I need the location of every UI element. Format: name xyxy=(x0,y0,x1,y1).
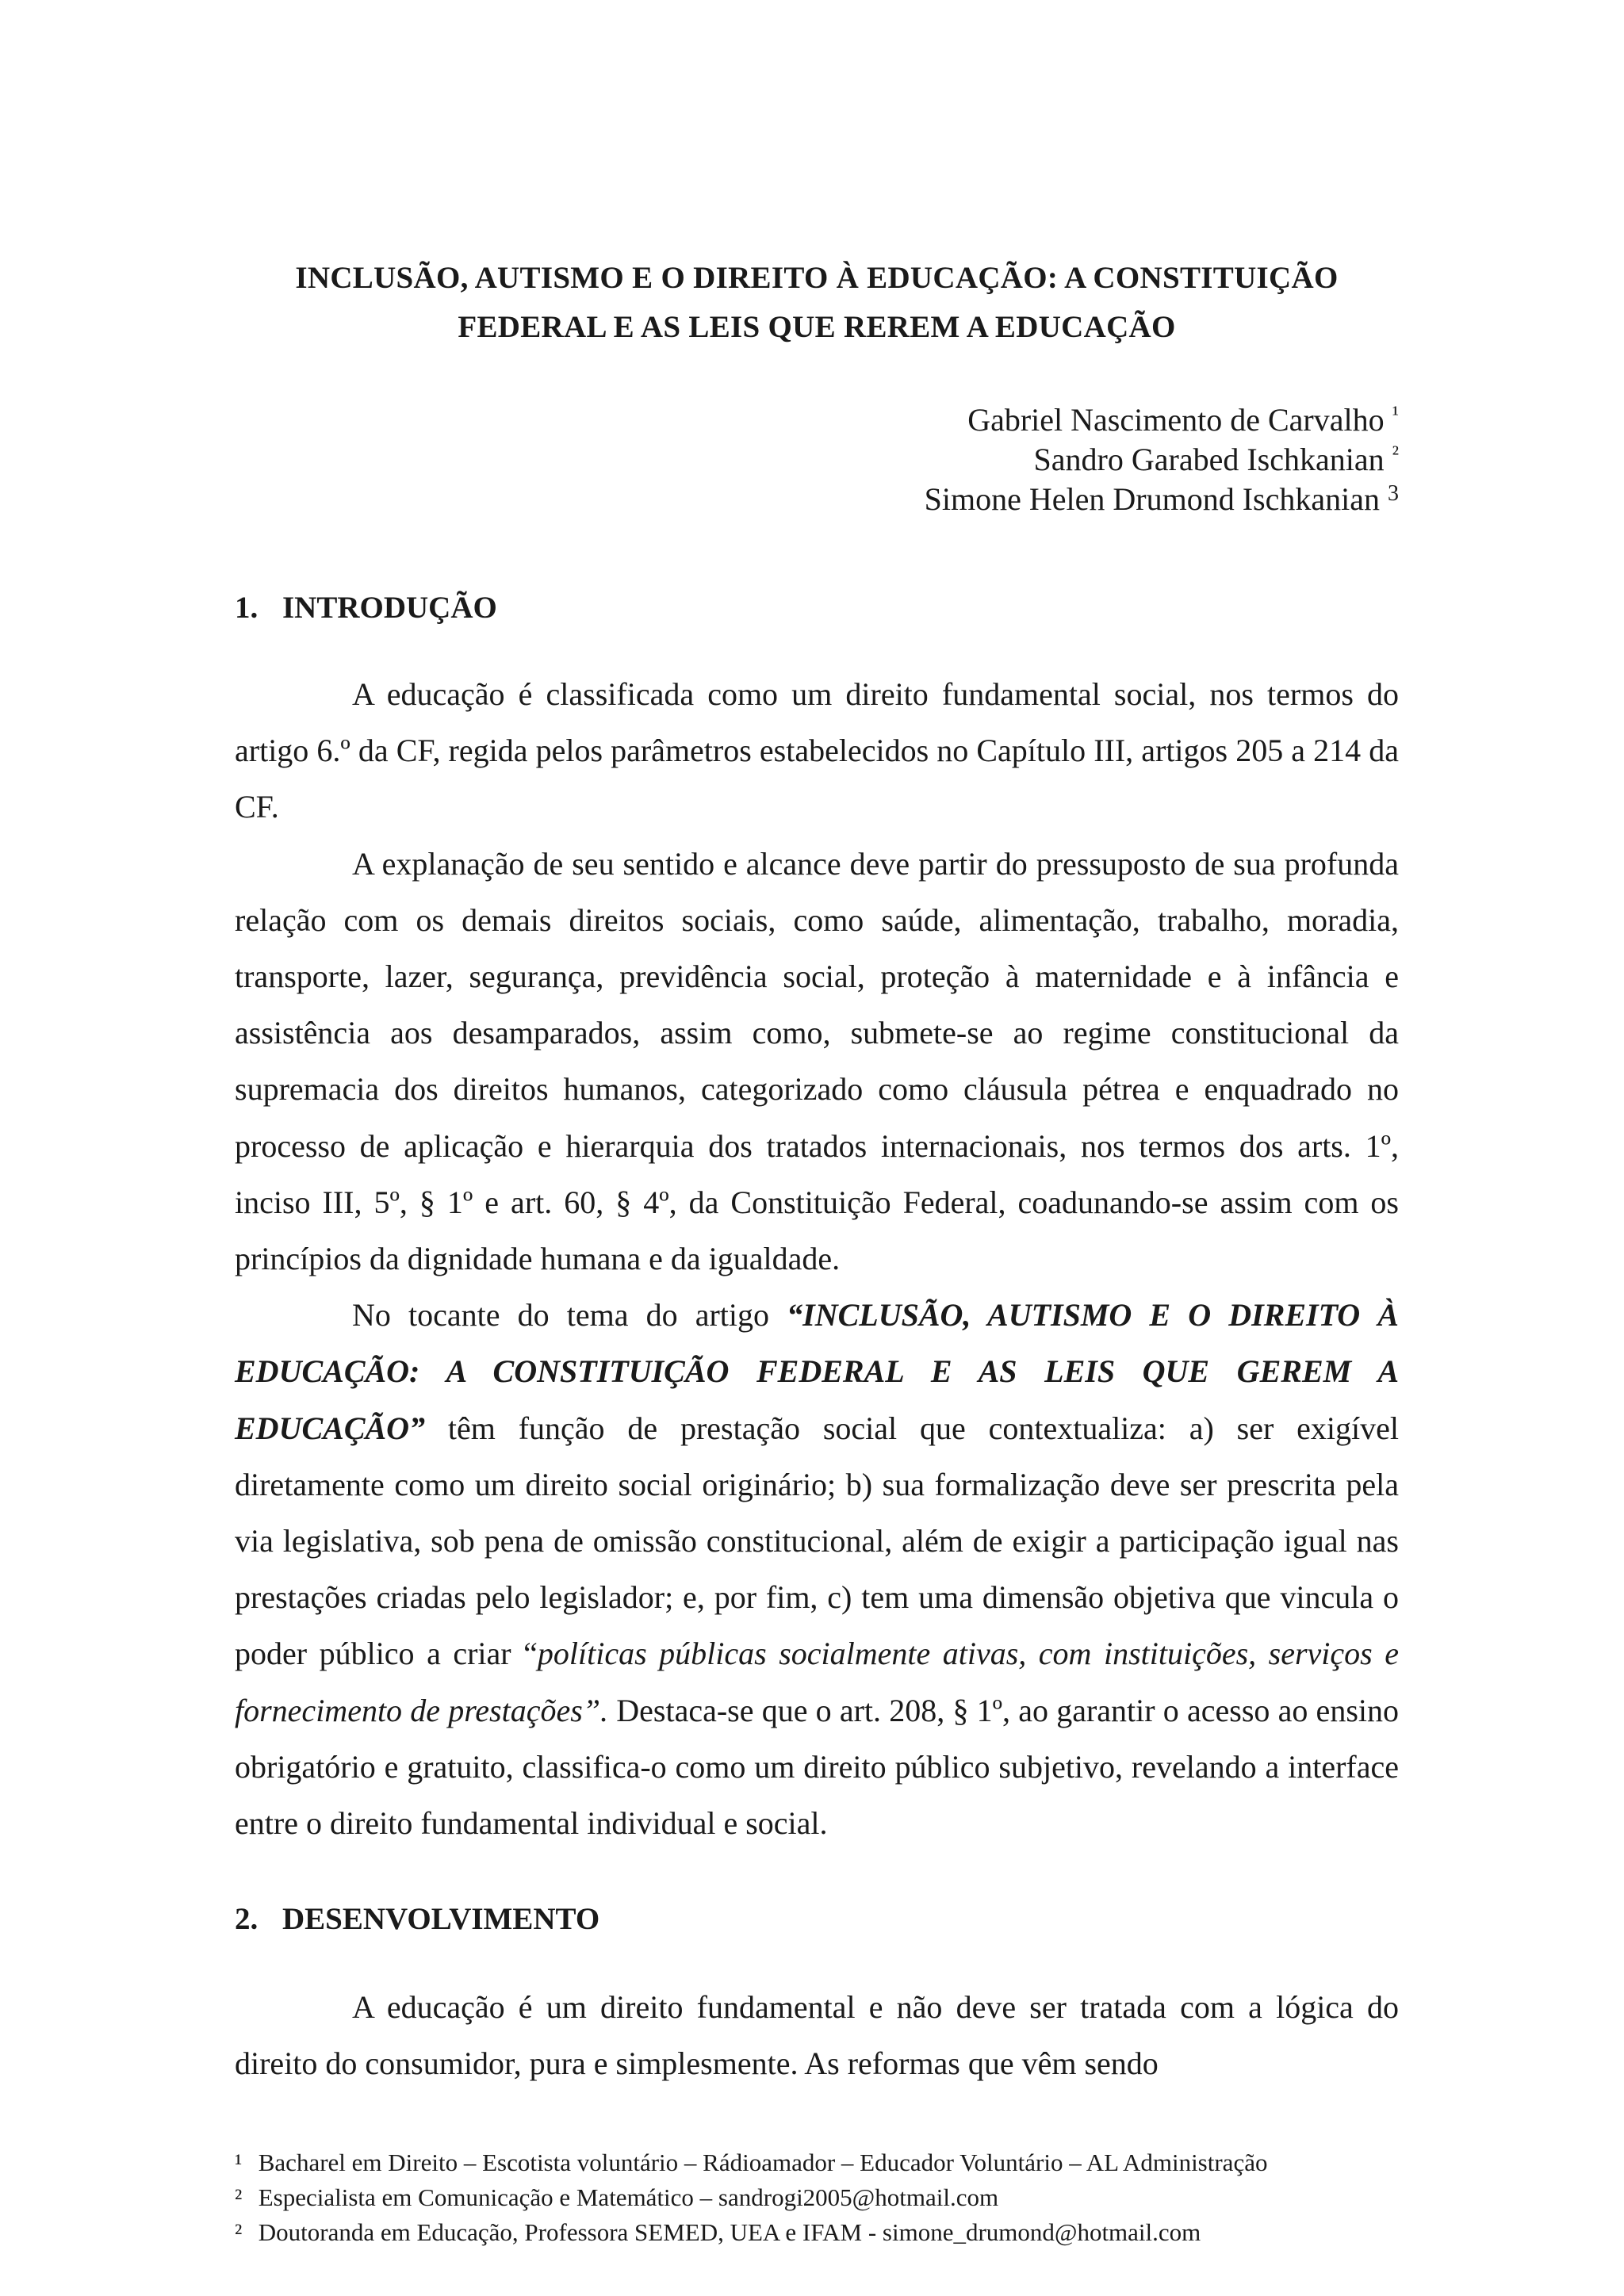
footnote-item xyxy=(235,2145,1424,2180)
footnote-text: Bacharel em Direito – Escotista voluntário – Rádioamador – Educador Voluntário – AL Administração xyxy=(258,2149,1268,2176)
paragraph-text: No tocante do tema do artigo xyxy=(352,1297,787,1334)
footnote-item xyxy=(235,2215,1424,2250)
paragraph: A educação é classificada como um direito fundamental social, nos termos do artigo 6.º da CF, regida pelos parâmetros estabelecidos no Capítulo III, artigos 205 a 214 da CF. xyxy=(235,676,1399,825)
author-footnote-mark: ² xyxy=(1392,442,1399,466)
paragraph-text: têm função de prestação social que contextualiza: a) ser exigível diretamente como um direito social originário; b) sua formalização deve ser prescrita pela via legislativa, sob pena de omissão constitucional, além de exigir a participação igual nas prestações criadas pelo legislador; e, por fim, c) tem uma dimensão objetiva que vincula o poder público a criar “ xyxy=(235,1410,1399,1672)
section-body-desenvolvimento xyxy=(235,1979,1399,2091)
paragraph xyxy=(235,836,1399,1288)
author-item xyxy=(925,440,1399,480)
footnote-mark: ¹ xyxy=(235,2149,243,2176)
section-heading-desenvolvimento xyxy=(235,1900,599,1939)
author-item xyxy=(925,480,1399,519)
paragraph xyxy=(235,1287,1399,1851)
author-name: Gabriel Nascimento de Carvalho xyxy=(967,402,1385,438)
article-title-emphasis: “INCLUSÃO, AUTISMO E O DIREITO À EDUCAÇÃO: A CONSTITUIÇÃO FEDERAL E AS LEIS QUE GEREM A EDUCAÇÃO” xyxy=(235,1297,1399,1446)
section-heading-introducao xyxy=(235,588,497,628)
section-body-introducao xyxy=(235,666,1399,1851)
title-line-1: INCLUSÃO, AUTISMO E O DIREITO À EDUCAÇÃO: A CONSTITUIÇÃO xyxy=(295,261,1339,295)
title-line-2: FEDERAL E AS LEIS QUE REREM A EDUCAÇÃO xyxy=(458,310,1176,344)
footnotes xyxy=(235,2145,1424,2250)
paragraph: A educação é um direito fundamental e não deve ser tratada com a lógica do direito do consumidor, pura e simplesmente. As reformas que vêm sendo xyxy=(235,1989,1399,2082)
footnote-mark: ² xyxy=(235,2183,243,2211)
author-footnote-mark: 3 xyxy=(1388,481,1399,506)
author-list xyxy=(925,400,1399,519)
footnote-text: Especialista em Comunicação e Matemático – sandrogi2005@hotmail.com xyxy=(258,2183,999,2211)
document-title xyxy=(235,254,1399,352)
footnote-text: Doutoranda em Educação, Professora SEMED, UEA e IFAM - simone_drumond@hotmail.com xyxy=(258,2218,1201,2246)
author-footnote-mark: ¹ xyxy=(1392,402,1399,427)
quoted-italic-text: políticas públicas socialmente ativas, com instituições, serviços e fornecimento de prestações”. xyxy=(235,1636,1399,1728)
section-number: 2. xyxy=(235,1902,259,1936)
footnote-mark: ² xyxy=(235,2218,243,2246)
section-number: 1. xyxy=(235,591,259,625)
section-title: INTRODUÇÃO xyxy=(282,591,497,625)
paragraph-text: Destaca-se que o art. 208, § 1º, ao garantir o acesso ao ensino obrigatório e gratuito, classifica-o como um direito público subjetivo, revelando a interface entre o direito fundamental individual e social. xyxy=(235,1692,1399,1842)
author-item xyxy=(925,400,1399,440)
footnote-item xyxy=(235,2180,1424,2215)
author-name: Sandro Garabed Ischkanian xyxy=(1033,442,1385,477)
section-title: DESENVOLVIMENTO xyxy=(282,1902,600,1936)
author-name: Simone Helen Drumond Ischkanian xyxy=(924,481,1380,517)
paragraph-text: A explanação de seu sentido e alcance deve partir do pressuposto de sua profunda relação com os demais direitos sociais, como saúde, alimentação, trabalho, moradia, transporte, lazer, segurança, previdência social, proteção à maternidade e à infância e assistência aos desamparados, assim como, submete-se ao regime constitucional da supremacia dos direitos humanos, categorizado como cláusula pétrea e enquadrado no processo de aplicação e hierarquia dos tratados internacionais, nos termos dos arts. 1º, inciso III, 5º, § 1º e art. 60, § 4º, da Constituição Federal, coadunando-se assim com os princípios da dignidade humana e da igualdade. xyxy=(235,845,1399,1277)
